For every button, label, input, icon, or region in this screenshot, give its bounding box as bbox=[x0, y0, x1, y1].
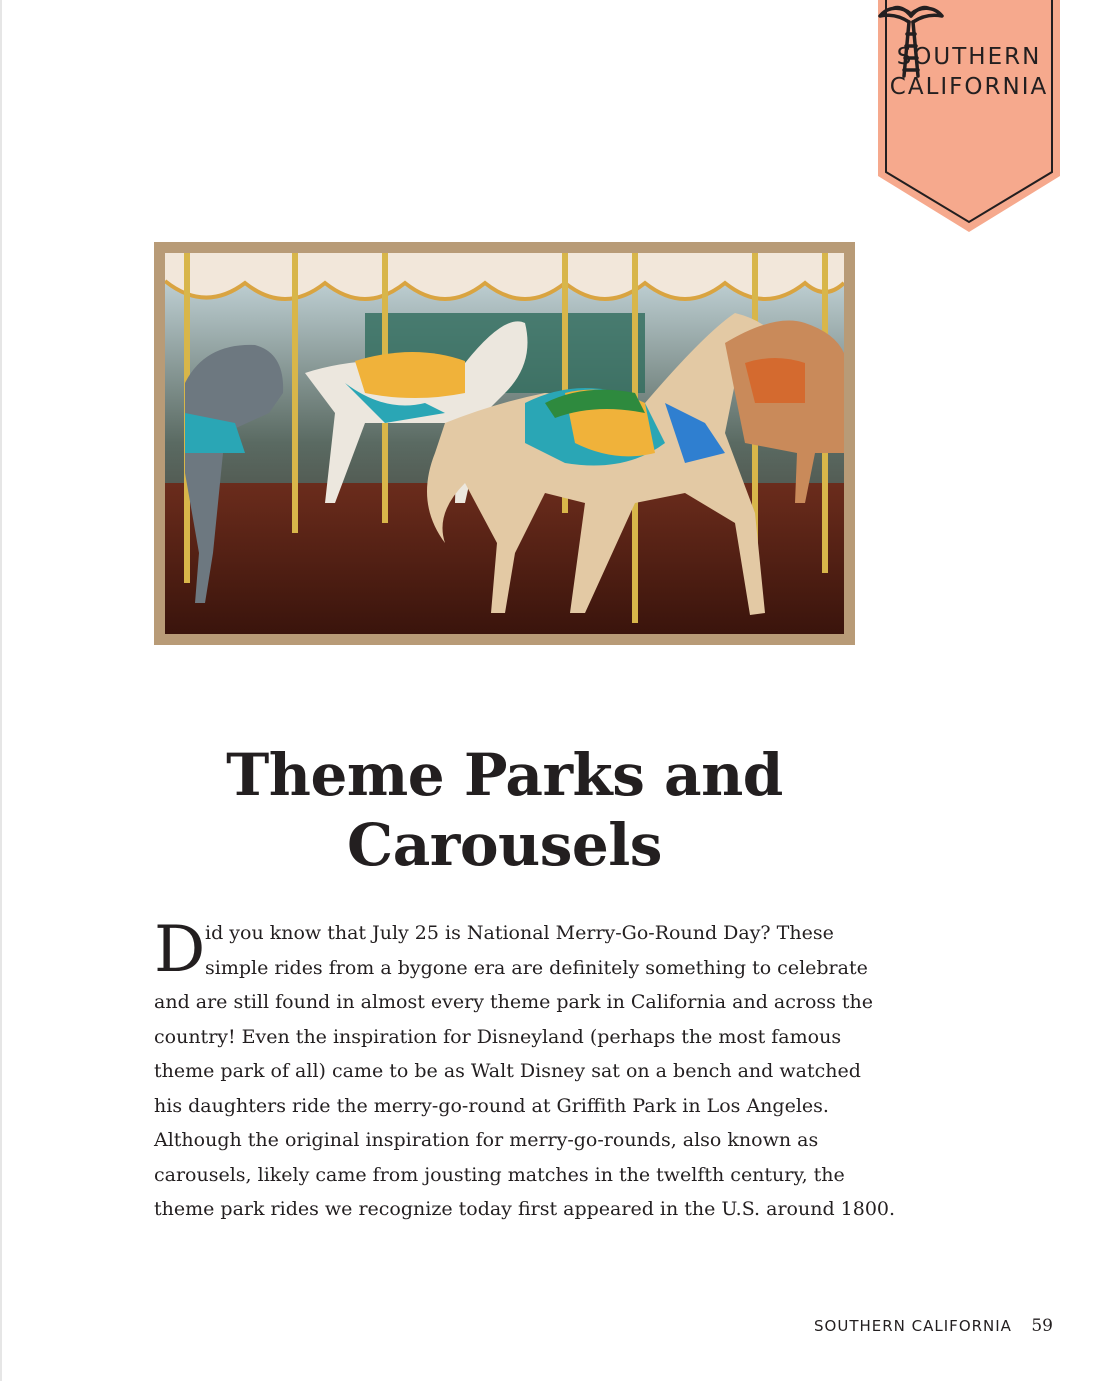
photo-frame bbox=[154, 242, 855, 645]
carousel-horses-photo bbox=[165, 253, 844, 634]
palm-tree-icon bbox=[876, 0, 946, 78]
page-number: 59 bbox=[1031, 1316, 1053, 1336]
page-title-line2: Carousels bbox=[347, 811, 662, 879]
body-line: Although the original inspiration for merry-go-rounds, also known as bbox=[154, 1129, 819, 1151]
body-line: simple rides from a bygone era are definitely something to celebrate bbox=[205, 956, 868, 979]
page-title-line1: Theme Parks and bbox=[226, 741, 783, 809]
banner-label-line2: CALIFORNIA bbox=[889, 74, 1049, 100]
drop-cap: D bbox=[154, 913, 206, 987]
page-footer bbox=[814, 1314, 1053, 1338]
body-paragraph bbox=[154, 913, 896, 1227]
body-line: and are still found in almost every theme park in California and across the bbox=[154, 991, 874, 1013]
page-title bbox=[154, 740, 855, 880]
banner-label-line1: SOUTHERN bbox=[896, 44, 1042, 70]
region-banner bbox=[876, 0, 1062, 234]
body-line: theme park rides we recognize today first appeared in the U.S. around 1800. bbox=[154, 1198, 896, 1220]
page-edge bbox=[0, 0, 2, 1381]
body-line: carousels, likely came from jousting matches in the twelfth century, the bbox=[154, 1163, 845, 1186]
body-line: id you know that July 25 is National Merry-Go-Round Day? These bbox=[205, 922, 834, 944]
body-line: his daughters ride the merry-go-round at Griffith Park in Los Angeles. bbox=[154, 1094, 829, 1117]
body-line: country! Even the inspiration for Disneyland (perhaps the most famous bbox=[154, 1025, 842, 1048]
footer-section-name: SOUTHERN CALIFORNIA bbox=[814, 1317, 1012, 1335]
body-line: theme park of all) came to be as Walt Disney sat on a bench and watched bbox=[154, 1060, 861, 1082]
